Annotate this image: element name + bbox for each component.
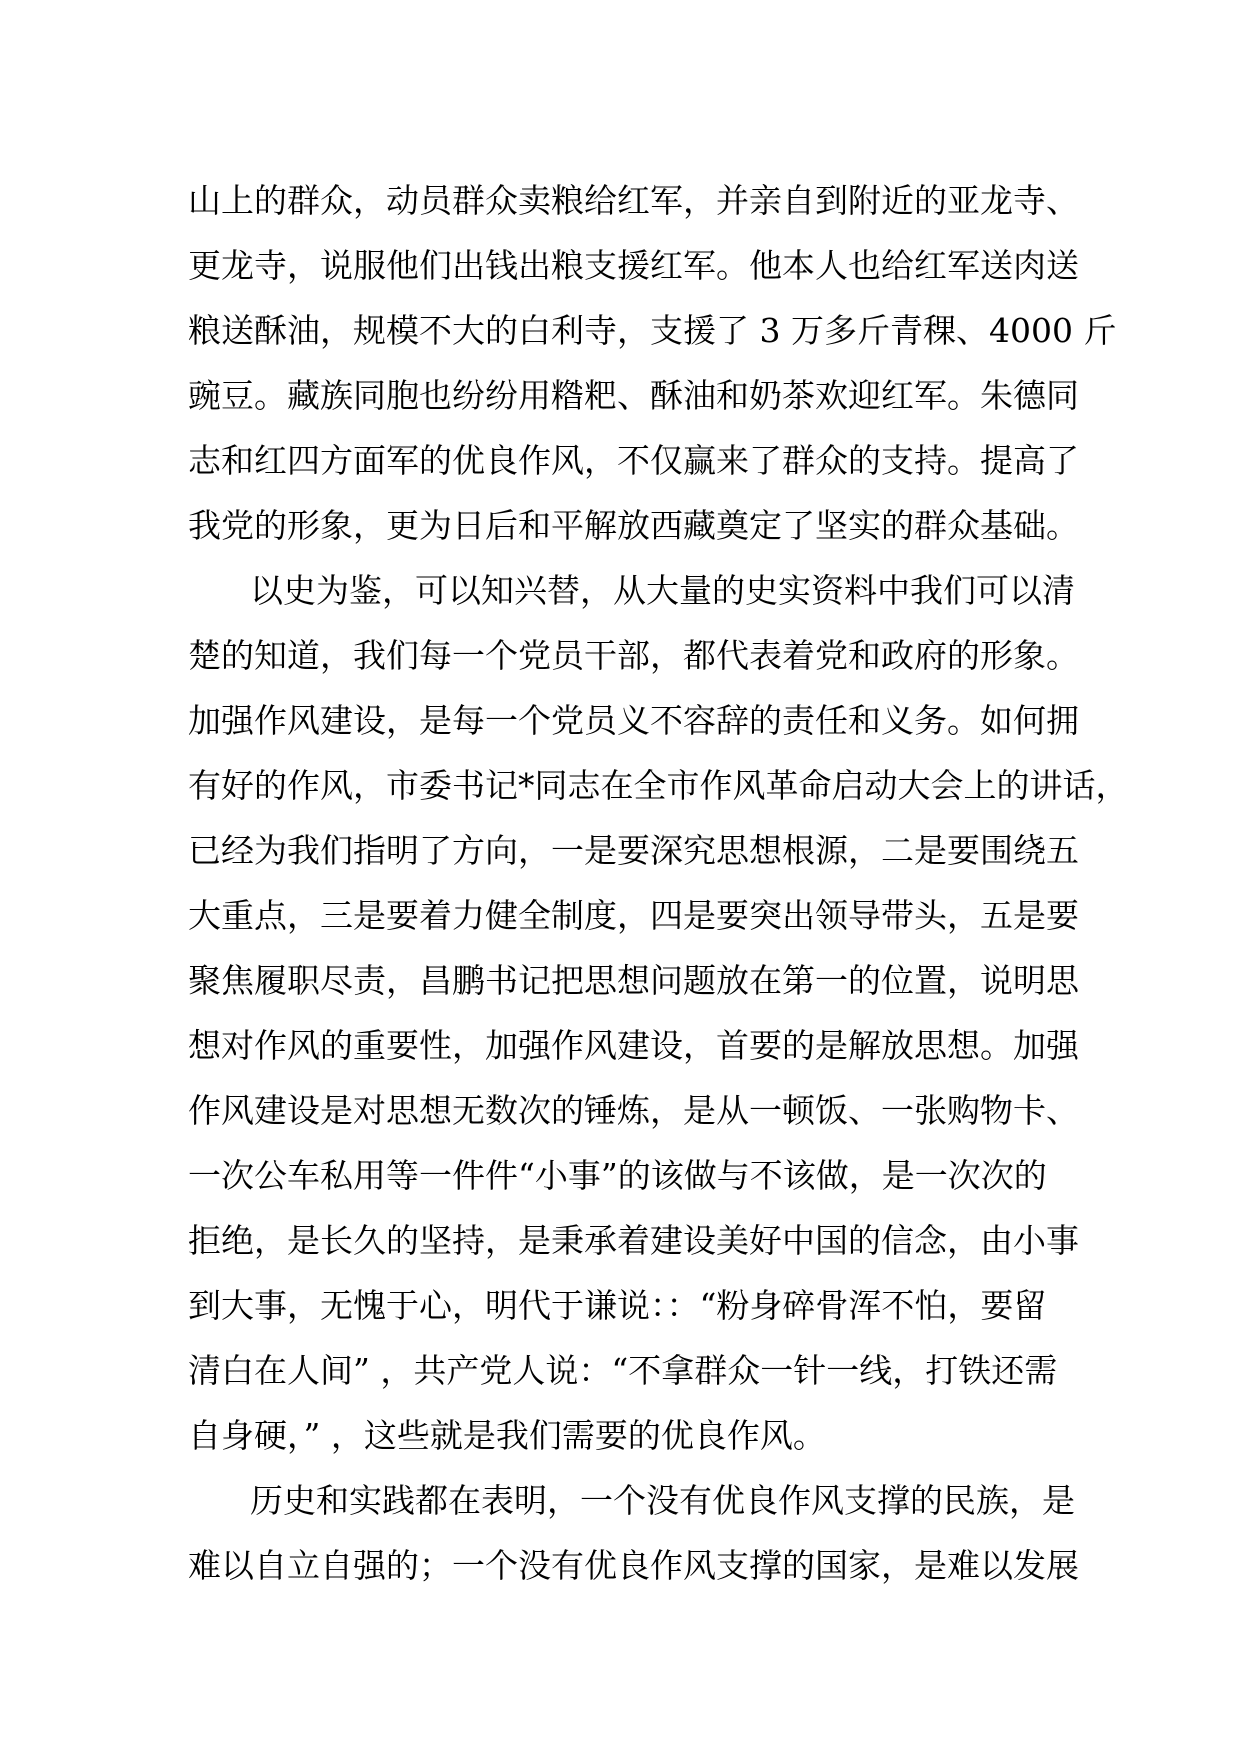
body-text (188, 168, 1129, 1598)
text-line: 作风建设是对思想无数次的锤炼，是从一顿饭、一张购物卡、 (188, 1091, 1079, 1130)
text-line: 以史为鉴，可以知兴替，从大量的史实资料中我们可以清 (250, 571, 1075, 610)
text-line: 山上的群众，动员群众卖粮给红军，并亲自到附近的亚龙寺、 (188, 181, 1079, 220)
text-line: 加强作风建设，是每一个党员义不容辞的责任和义务。如何拥 (188, 701, 1079, 740)
text-line: 到大事，无愧于心，明代于谦说：：“粉身碎骨浑不怕，要留 (188, 1286, 1047, 1325)
text-line: 大重点，三是要着力健全制度，四是要突出领导带头，五是要 (188, 896, 1079, 935)
text-line: 更龙寺，说服他们出钱出粮支援红军。他本人也给红军送肉送 (188, 246, 1079, 285)
text-line: 自身硬，” ，这些就是我们需要的优良作风。 (188, 1416, 826, 1455)
text-line: 有好的作风，市委书记*同志在全市作风革命启动大会上的讲话， (188, 766, 1129, 805)
text-line: 聚焦履职尽责，昌鹏书记把思想问题放在第一的位置，说明思 (188, 961, 1079, 1000)
text-line: 想对作风的重要性，加强作风建设，首要的是解放思想。加强 (188, 1026, 1079, 1065)
text-line: 历史和实践都在表明，一个没有优良作风支撑的民族，是 (250, 1481, 1075, 1520)
text-line: 粮送酥油，规模不大的白利寺，支援了 3 万多斤青稞、4000 斤 (188, 311, 1117, 350)
text-line: 拒绝，是长久的坚持，是秉承着建设美好中国的信念，由小事 (188, 1221, 1079, 1260)
text-line: 楚的知道，我们每一个党员干部，都代表着党和政府的形象。 (188, 636, 1079, 675)
text-line: 我党的形象，更为日后和平解放西藏奠定了坚实的群众基础。 (188, 506, 1079, 545)
text-line: 志和红四方面军的优良作风，不仅赢来了群众的支持。提高了 (188, 441, 1079, 480)
text-line: 已经为我们指明了方向，一是要深究思想根源，二是要围绕五 (188, 831, 1079, 870)
text-line: 豌豆。藏族同胞也纷纷用糌粑、酥油和奶茶欢迎红军。朱德同 (188, 376, 1079, 415)
text-line: 清白在人间” ，共产党人说：“不拿群众一针一线，打铁还需 (188, 1351, 1058, 1390)
text-line: 一次公车私用等一件件“小事”的该做与不该做，是一次次的 (188, 1156, 1047, 1195)
text-line: 难以自立自强的；一个没有优良作风支撑的国家，是难以发展 (188, 1546, 1079, 1585)
